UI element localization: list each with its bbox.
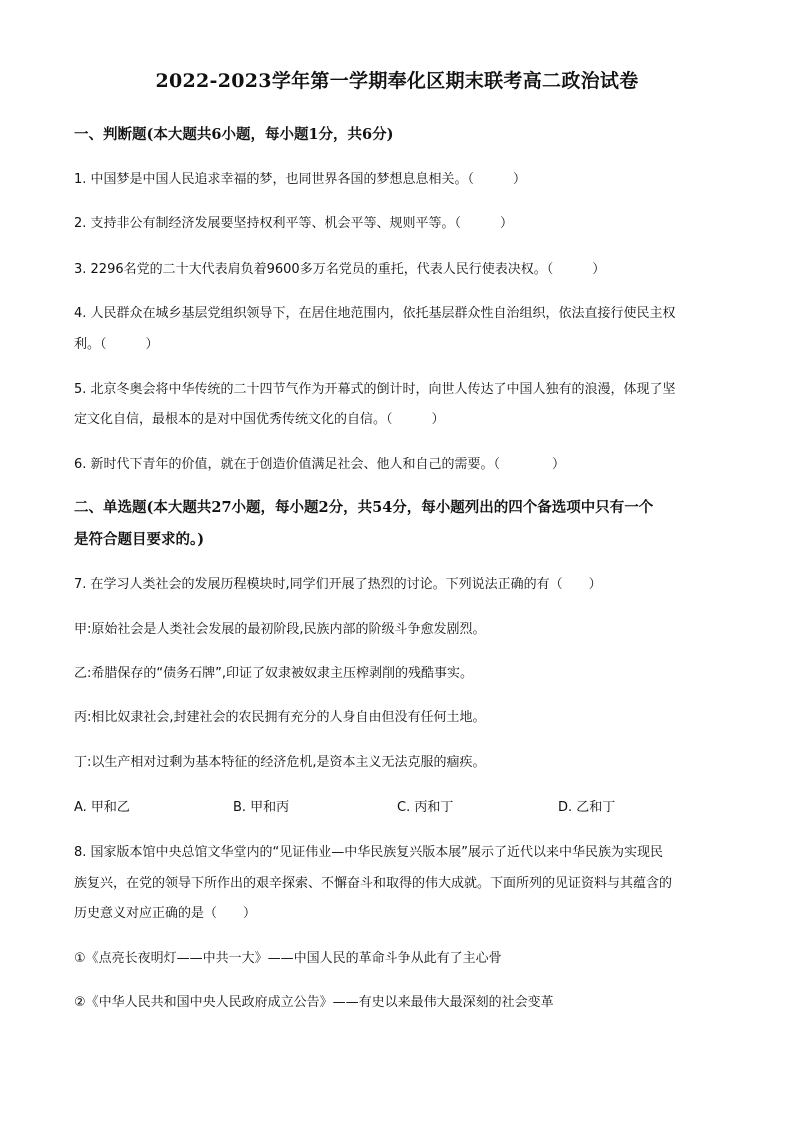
question-2: 2. 支持非公有制经济发展要坚持权利平等、机会平等、规则平等。（ ） — [74, 216, 514, 231]
question-8-item-2: ②《中华人民共和国中央人民政府成立公告》——有史以来最伟大最深刻的社会变革 — [74, 995, 554, 1010]
question-7-statement-bing: 丙:相比奴隶社会,封建社会的农民拥有充分的人身自由但没有任何土地。 — [74, 710, 486, 725]
section2-heading-line1: 二、单选题(本大题共27小题，每小题2分，共54分，每小题列出的四个备选项中只有一个 — [74, 499, 654, 516]
question-7-stem: 7. 在学习人类社会的发展历程模块时,同学们开展了热烈的讨论。下列说法正确的有（ ） — [74, 577, 602, 592]
question-6: 6. 新时代下青年的价值，就在于创造价值满足社会、他人和自己的需要。（ ） — [74, 457, 566, 472]
question-1: 1. 中国梦是中国人民追求幸福的梦，也同世界各国的梦想息息相关。（ ） — [74, 172, 527, 187]
question-7-statement-ding: 丁:以生产相对过剩为基本特征的经济危机,是资本主义无法克服的痼疾。 — [74, 755, 486, 770]
question-8-stem-line1: 8. 国家版本馆中央总馆文华堂内的“见证伟业—中华民族复兴版本展”展示了近代以来中华民族为实现民 — [74, 845, 664, 860]
question-4-line1: 4. 人民群众在城乡基层党组织领导下，在居住地范围内，依托基层群众性自治组织，依法直接行使民主权 — [74, 306, 676, 321]
question-7-statement-jia: 甲:原始社会是人类社会发展的最初阶段,民族内部的阶级斗争愈发剧烈。 — [74, 622, 486, 637]
question-5-line1: 5. 北京冬奥会将中华传统的二十四节气作为开幕式的倒计时，向世人传达了中国人独有的浪漫，体现了坚 — [74, 382, 676, 397]
section2-heading-line2: 是符合题目要求的。) — [74, 531, 205, 548]
question-7-option-a: A. 甲和乙 — [74, 800, 130, 815]
question-5-line2: 定文化自信，最根本的是对中国优秀传统文化的自信。（ ） — [74, 412, 445, 427]
question-7-option-d: D. 乙和丁 — [558, 800, 616, 815]
question-7-option-c: C. 丙和丁 — [397, 800, 454, 815]
question-8-stem-line2: 族复兴，在党的领导下所作出的艰辛探索、不懈奋斗和取得的伟大成就。下面所列的见证资料与其蕴含的 — [74, 876, 673, 891]
question-8-item-1: ①《点亮长夜明灯——中共一大》——中国人民的革命斗争从此有了主心骨 — [74, 951, 502, 966]
question-7-option-b: B. 甲和丙 — [233, 800, 290, 815]
section1-heading: 一、判断题(本大题共6小题，每小题1分，共6分) — [74, 126, 394, 143]
question-7-statement-yi: 乙:希腊保存的“债务石牌”,印证了奴隶被奴隶主压榨剥削的残酷事实。 — [74, 666, 473, 681]
question-8-stem-line3: 历史意义对应正确的是（ ） — [74, 906, 257, 921]
page-title: 2022-2023学年第一学期奉化区期末联考高二政治试卷 — [155, 70, 639, 92]
question-3: 3. 2296名党的二十大代表肩负着9600多万名党员的重托，代表人民行使表决权。（ ） — [74, 262, 606, 277]
question-4-line2: 利。（ ） — [74, 337, 159, 352]
